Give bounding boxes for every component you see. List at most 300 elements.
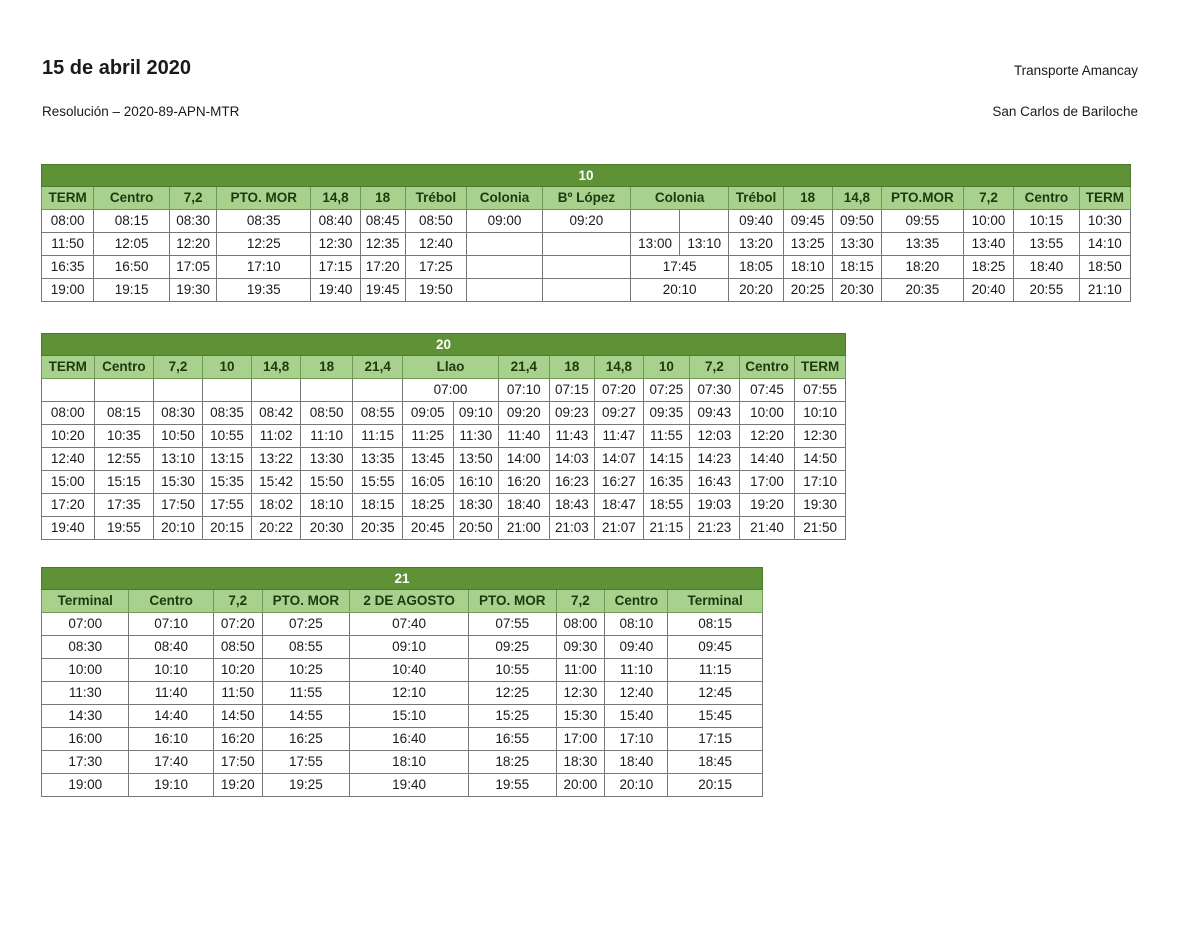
column-header: 18: [783, 187, 832, 210]
time-cell: 18:50: [1079, 256, 1130, 279]
table-row: [42, 256, 1131, 279]
time-cell: 10:30: [1079, 210, 1130, 233]
time-cell: 11:02: [252, 425, 301, 448]
column-header: Bº López: [542, 187, 630, 210]
column-header: Centro: [94, 187, 170, 210]
time-cell: 13:45: [402, 448, 453, 471]
time-cell: 11:25: [402, 425, 453, 448]
time-cell: 16:55: [469, 728, 556, 751]
column-header: 10: [202, 356, 252, 379]
time-cell: 10:20: [42, 425, 95, 448]
time-cell: 19:20: [213, 774, 262, 797]
time-cell: 16:35: [42, 256, 94, 279]
time-cell: 16:00: [42, 728, 129, 751]
time-cell: 11:30: [453, 425, 499, 448]
column-header: Terminal: [42, 590, 129, 613]
time-cell: 15:00: [42, 471, 95, 494]
table-row: [42, 402, 846, 425]
time-cell: 19:50: [405, 279, 466, 302]
time-cell: 12:35: [360, 233, 405, 256]
time-cell: 18:40: [605, 751, 668, 774]
time-cell: 11:15: [668, 659, 763, 682]
time-cell: 18:25: [402, 494, 453, 517]
route-21-timetable: [41, 567, 763, 797]
time-cell: 18:43: [549, 494, 595, 517]
time-cell: 14:30: [42, 705, 129, 728]
time-cell: [202, 379, 252, 402]
time-cell: 17:25: [405, 256, 466, 279]
time-cell: 13:50: [453, 448, 499, 471]
time-cell: 17:50: [154, 494, 203, 517]
time-cell: 20:30: [832, 279, 881, 302]
column-header: Llao: [402, 356, 498, 379]
time-cell: 17:15: [668, 728, 763, 751]
time-cell: 13:40: [963, 233, 1013, 256]
time-cell: 08:15: [94, 402, 154, 425]
time-cell: 18:45: [668, 751, 763, 774]
column-header: 10: [643, 356, 690, 379]
time-cell: 09:20: [542, 210, 630, 233]
time-cell: 09:27: [595, 402, 644, 425]
time-cell: 14:03: [549, 448, 595, 471]
column-header: Trébol: [729, 187, 783, 210]
time-cell: 17:45: [630, 256, 728, 279]
time-cell: 19:10: [129, 774, 213, 797]
time-cell: 16:50: [94, 256, 170, 279]
table-row: [42, 659, 763, 682]
time-cell: 10:15: [1014, 210, 1080, 233]
time-cell: 17:05: [170, 256, 217, 279]
column-header: TERM: [795, 356, 846, 379]
time-cell: 07:10: [129, 613, 213, 636]
time-cell: 19:40: [42, 517, 95, 540]
time-cell: 07:55: [469, 613, 556, 636]
time-cell: 12:40: [405, 233, 466, 256]
time-cell: 11:15: [353, 425, 403, 448]
time-cell: 10:55: [202, 425, 252, 448]
time-cell: 19:00: [42, 774, 129, 797]
time-cell: 19:25: [262, 774, 349, 797]
column-header: Trébol: [405, 187, 466, 210]
time-cell: [300, 379, 353, 402]
time-cell: 20:55: [1014, 279, 1080, 302]
time-cell: 10:50: [154, 425, 203, 448]
company-name: Transporte Amancay: [1013, 63, 1138, 78]
time-cell: 09:10: [350, 636, 469, 659]
column-header: 18: [549, 356, 595, 379]
table-row: [42, 682, 763, 705]
time-cell: 15:10: [350, 705, 469, 728]
time-cell: 10:00: [42, 659, 129, 682]
time-cell: 19:35: [217, 279, 311, 302]
time-cell: 11:50: [213, 682, 262, 705]
table-row: [42, 425, 846, 448]
column-header: 14,8: [595, 356, 644, 379]
time-cell: 19:40: [311, 279, 360, 302]
time-cell: 12:30: [556, 682, 605, 705]
column-header: 7,2: [556, 590, 605, 613]
time-cell: 20:25: [783, 279, 832, 302]
time-cell: 10:35: [94, 425, 154, 448]
column-header: 7,2: [154, 356, 203, 379]
table-row: [42, 471, 846, 494]
column-header: 14,8: [252, 356, 301, 379]
time-cell: 07:15: [549, 379, 595, 402]
time-cell: 07:25: [262, 613, 349, 636]
time-cell: 08:50: [405, 210, 466, 233]
time-cell: 14:40: [129, 705, 213, 728]
time-cell: [252, 379, 301, 402]
time-cell: 08:00: [556, 613, 605, 636]
time-cell: 07:00: [42, 613, 129, 636]
time-cell: 20:10: [605, 774, 668, 797]
time-cell: 20:35: [353, 517, 403, 540]
time-cell: [353, 379, 403, 402]
time-cell: 20:10: [154, 517, 203, 540]
time-cell: 13:10: [154, 448, 203, 471]
time-cell: 17:20: [42, 494, 95, 517]
time-cell: 20:45: [402, 517, 453, 540]
time-cell: 07:10: [499, 379, 550, 402]
time-cell: 13:00: [630, 233, 679, 256]
time-cell: 18:30: [556, 751, 605, 774]
time-cell: 14:15: [643, 448, 690, 471]
time-cell: 13:22: [252, 448, 301, 471]
time-cell: 15:45: [668, 705, 763, 728]
column-header: 7,2: [170, 187, 217, 210]
time-cell: 17:40: [129, 751, 213, 774]
time-cell: 07:30: [690, 379, 740, 402]
time-cell: 19:30: [795, 494, 846, 517]
time-cell: 12:45: [668, 682, 763, 705]
time-cell: 16:05: [402, 471, 453, 494]
time-cell: 18:10: [350, 751, 469, 774]
time-cell: 19:30: [170, 279, 217, 302]
document-date: 15 de abril 2020: [42, 57, 191, 79]
time-cell: 10:25: [262, 659, 349, 682]
time-cell: 09:23: [549, 402, 595, 425]
table-row: [42, 636, 763, 659]
time-cell: 14:07: [595, 448, 644, 471]
time-cell: 20:30: [300, 517, 353, 540]
column-header: Centro: [129, 590, 213, 613]
time-cell: 21:15: [643, 517, 690, 540]
column-header: 18: [360, 187, 405, 210]
column-header: 2 DE AGOSTO: [350, 590, 469, 613]
time-cell: 18:20: [881, 256, 963, 279]
time-cell: 08:50: [300, 402, 353, 425]
column-header: Centro: [739, 356, 795, 379]
time-cell: 16:20: [499, 471, 550, 494]
time-cell: 11:55: [262, 682, 349, 705]
time-cell: 09:20: [499, 402, 550, 425]
column-header: Centro: [94, 356, 154, 379]
time-cell: 09:43: [690, 402, 740, 425]
time-cell: 07:00: [402, 379, 498, 402]
route-number: 10: [42, 165, 1131, 187]
time-cell: 19:45: [360, 279, 405, 302]
time-cell: 10:20: [213, 659, 262, 682]
time-cell: 11:00: [556, 659, 605, 682]
column-header: 21,4: [499, 356, 550, 379]
time-cell: 08:15: [668, 613, 763, 636]
time-cell: 08:10: [605, 613, 668, 636]
time-cell: 19:55: [94, 517, 154, 540]
time-cell: 21:23: [690, 517, 740, 540]
column-header: TERM: [42, 187, 94, 210]
time-cell: 12:10: [350, 682, 469, 705]
city-name: San Carlos de Bariloche: [992, 104, 1138, 119]
time-cell: 18:25: [469, 751, 556, 774]
time-cell: 13:35: [881, 233, 963, 256]
time-cell: 12:20: [739, 425, 795, 448]
column-header: PTO. MOR: [469, 590, 556, 613]
time-cell: [542, 256, 630, 279]
time-cell: 20:20: [729, 279, 783, 302]
time-cell: 09:00: [467, 210, 543, 233]
column-header: Colonia: [630, 187, 728, 210]
time-cell: 18:02: [252, 494, 301, 517]
time-cell: 08:30: [42, 636, 129, 659]
time-cell: 20:35: [881, 279, 963, 302]
time-cell: 16:10: [453, 471, 499, 494]
time-cell: 11:43: [549, 425, 595, 448]
time-cell: 09:30: [556, 636, 605, 659]
table-row: [42, 517, 846, 540]
time-cell: 10:00: [739, 402, 795, 425]
time-cell: 18:40: [1014, 256, 1080, 279]
table-row: [42, 728, 763, 751]
time-cell: [467, 256, 543, 279]
time-cell: 14:10: [1079, 233, 1130, 256]
time-cell: 17:20: [360, 256, 405, 279]
time-cell: 09:10: [453, 402, 499, 425]
time-cell: 19:55: [469, 774, 556, 797]
time-cell: [42, 379, 95, 402]
time-cell: 09:45: [783, 210, 832, 233]
time-cell: 07:20: [213, 613, 262, 636]
column-header: Centro: [605, 590, 668, 613]
time-cell: 18:47: [595, 494, 644, 517]
table-row: [42, 210, 1131, 233]
time-cell: 15:42: [252, 471, 301, 494]
time-cell: 09:55: [881, 210, 963, 233]
column-header: 21,4: [353, 356, 403, 379]
time-cell: [680, 210, 729, 233]
time-cell: 15:55: [353, 471, 403, 494]
column-header: Centro: [1014, 187, 1080, 210]
time-cell: 19:15: [94, 279, 170, 302]
time-cell: 08:42: [252, 402, 301, 425]
time-cell: 16:25: [262, 728, 349, 751]
time-cell: 18:40: [499, 494, 550, 517]
time-cell: 08:35: [202, 402, 252, 425]
table-row: [42, 705, 763, 728]
column-header: 7,2: [213, 590, 262, 613]
time-cell: 16:23: [549, 471, 595, 494]
time-cell: 09:50: [832, 210, 881, 233]
time-cell: 07:20: [595, 379, 644, 402]
time-cell: 15:35: [202, 471, 252, 494]
time-cell: 19:03: [690, 494, 740, 517]
time-cell: 21:00: [499, 517, 550, 540]
table-row: [42, 448, 846, 471]
time-cell: 12:30: [795, 425, 846, 448]
time-cell: 16:43: [690, 471, 740, 494]
time-cell: 18:10: [783, 256, 832, 279]
time-cell: 17:10: [605, 728, 668, 751]
table-row: [42, 233, 1131, 256]
time-cell: 17:30: [42, 751, 129, 774]
time-cell: 18:55: [643, 494, 690, 517]
time-cell: [542, 233, 630, 256]
column-header: 14,8: [832, 187, 881, 210]
time-cell: [467, 279, 543, 302]
time-cell: [94, 379, 154, 402]
time-cell: 11:47: [595, 425, 644, 448]
time-cell: 21:03: [549, 517, 595, 540]
route-20-timetable: [41, 333, 846, 540]
time-cell: 20:40: [963, 279, 1013, 302]
time-cell: 12:20: [170, 233, 217, 256]
time-cell: [154, 379, 203, 402]
time-cell: [630, 210, 679, 233]
column-header: PTO.MOR: [881, 187, 963, 210]
time-cell: [542, 279, 630, 302]
time-cell: 13:30: [832, 233, 881, 256]
time-cell: 13:10: [680, 233, 729, 256]
time-cell: 08:30: [170, 210, 217, 233]
time-cell: [467, 233, 543, 256]
time-cell: 12:40: [42, 448, 95, 471]
time-cell: 11:40: [499, 425, 550, 448]
column-header: TERM: [42, 356, 95, 379]
time-cell: 18:25: [963, 256, 1013, 279]
table-row: [42, 494, 846, 517]
time-cell: 13:25: [783, 233, 832, 256]
time-cell: 15:50: [300, 471, 353, 494]
time-cell: 16:10: [129, 728, 213, 751]
time-cell: 07:40: [350, 613, 469, 636]
time-cell: 17:00: [556, 728, 605, 751]
time-cell: 11:50: [42, 233, 94, 256]
time-cell: 10:10: [795, 402, 846, 425]
time-cell: 15:30: [556, 705, 605, 728]
time-cell: 19:40: [350, 774, 469, 797]
route-10-timetable: [41, 164, 1131, 302]
time-cell: 14:55: [262, 705, 349, 728]
time-cell: 08:55: [353, 402, 403, 425]
time-cell: 11:30: [42, 682, 129, 705]
column-header: PTO. MOR: [262, 590, 349, 613]
time-cell: 14:50: [213, 705, 262, 728]
time-cell: 20:22: [252, 517, 301, 540]
time-cell: 20:10: [630, 279, 728, 302]
time-cell: 09:05: [402, 402, 453, 425]
table-row: [42, 279, 1131, 302]
time-cell: 08:35: [217, 210, 311, 233]
time-cell: 13:35: [353, 448, 403, 471]
time-cell: 13:15: [202, 448, 252, 471]
time-cell: 10:10: [129, 659, 213, 682]
time-cell: 12:03: [690, 425, 740, 448]
time-cell: 20:15: [202, 517, 252, 540]
time-cell: 18:05: [729, 256, 783, 279]
time-cell: 15:40: [605, 705, 668, 728]
time-cell: 08:40: [129, 636, 213, 659]
time-cell: 17:10: [217, 256, 311, 279]
time-cell: 17:15: [311, 256, 360, 279]
time-cell: 09:45: [668, 636, 763, 659]
time-cell: 13:55: [1014, 233, 1080, 256]
column-header: 14,8: [311, 187, 360, 210]
time-cell: 10:00: [963, 210, 1013, 233]
time-cell: 10:40: [350, 659, 469, 682]
table-row: [42, 774, 763, 797]
column-header: 7,2: [690, 356, 740, 379]
time-cell: 07:55: [795, 379, 846, 402]
time-cell: 16:35: [643, 471, 690, 494]
time-cell: 07:45: [739, 379, 795, 402]
time-cell: 11:10: [300, 425, 353, 448]
time-cell: 15:15: [94, 471, 154, 494]
table-row: [42, 613, 763, 636]
column-header: TERM: [1079, 187, 1130, 210]
time-cell: 19:00: [42, 279, 94, 302]
time-cell: 15:30: [154, 471, 203, 494]
time-cell: 18:15: [832, 256, 881, 279]
time-cell: 08:40: [311, 210, 360, 233]
time-cell: 07:25: [643, 379, 690, 402]
time-cell: 12:25: [469, 682, 556, 705]
time-cell: 21:40: [739, 517, 795, 540]
time-cell: 12:05: [94, 233, 170, 256]
time-cell: 17:55: [202, 494, 252, 517]
column-header: PTO. MOR: [217, 187, 311, 210]
table-row: [42, 751, 763, 774]
column-header: 18: [300, 356, 353, 379]
time-cell: 18:10: [300, 494, 353, 517]
time-cell: 12:30: [311, 233, 360, 256]
time-cell: 09:35: [643, 402, 690, 425]
time-cell: 17:10: [795, 471, 846, 494]
time-cell: 14:50: [795, 448, 846, 471]
time-cell: 18:30: [453, 494, 499, 517]
time-cell: 11:55: [643, 425, 690, 448]
column-header: 7,2: [963, 187, 1013, 210]
time-cell: 21:50: [795, 517, 846, 540]
time-cell: 11:10: [605, 659, 668, 682]
column-header: Colonia: [467, 187, 543, 210]
time-cell: 16:27: [595, 471, 644, 494]
time-cell: 17:35: [94, 494, 154, 517]
time-cell: 09:40: [729, 210, 783, 233]
route-number: 20: [42, 334, 846, 356]
time-cell: 20:50: [453, 517, 499, 540]
route-number: 21: [42, 568, 763, 590]
time-cell: 21:07: [595, 517, 644, 540]
time-cell: 19:20: [739, 494, 795, 517]
time-cell: 09:25: [469, 636, 556, 659]
table-row: [42, 379, 846, 402]
time-cell: 13:20: [729, 233, 783, 256]
time-cell: 20:15: [668, 774, 763, 797]
time-cell: 16:40: [350, 728, 469, 751]
time-cell: 08:45: [360, 210, 405, 233]
time-cell: 14:23: [690, 448, 740, 471]
time-cell: 17:00: [739, 471, 795, 494]
time-cell: 12:40: [605, 682, 668, 705]
